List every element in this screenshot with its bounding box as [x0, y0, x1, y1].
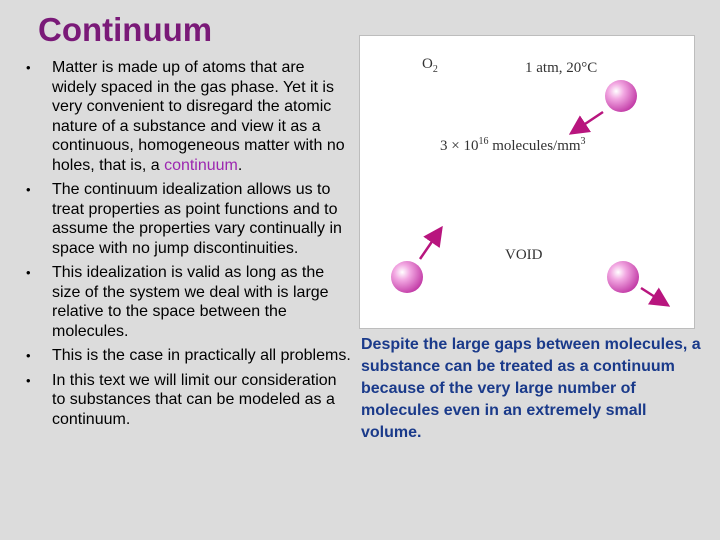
bullet-item — [26, 58, 351, 175]
gas-label: $O_2$ — [422, 56, 438, 75]
molecule-diagram — [360, 36, 696, 330]
conditions-label: 1 atm, 20°C — [525, 60, 598, 76]
bullet-item — [26, 180, 351, 258]
bullet-item — [26, 263, 351, 341]
velocity-arrow-left — [420, 230, 440, 259]
bullet-marker: • — [26, 372, 31, 388]
molecule-bottom-right — [607, 261, 639, 293]
bullet-marker: • — [26, 348, 31, 363]
bullet-marker: • — [26, 265, 31, 280]
emphasis-word: continuum — [164, 156, 238, 174]
bullet-item — [26, 371, 351, 430]
density-label: $3 \times 10^{16}$ molecules/$mm^3$ — [440, 136, 586, 154]
molecule-figure — [359, 35, 695, 329]
bullet-text: This idealization is valid as long as the size of the system we deal with is large relative to the space between the molecules. — [52, 264, 329, 340]
bullet-text: The continuum idealization allows us to treat properties as point functions and to assume the properties vary continually in space with no jump discontinuities. — [52, 181, 342, 257]
bullet-item — [26, 346, 351, 366]
bullet-marker: • — [26, 182, 31, 197]
bullet-text: In this text we will limit our consideration to substances that can be modeled as a continuum. — [52, 371, 337, 428]
bullet-list — [26, 58, 351, 434]
bullet-marker: • — [26, 60, 31, 75]
velocity-arrow-top — [573, 112, 603, 132]
bullet-text: Matter is made up of atoms that are widely spaced in the gas phase. Yet it is very convenient to disregard the atomic nature of a substance and view it as a continuous, homogeneous matter with no holes, that is, a — [52, 59, 345, 174]
figure-caption: Despite the large gaps between molecules, a substance can be treated as a continuum because of the very large number of molecules even in an extremely small volume. — [361, 336, 701, 441]
slide-title: Continuum — [38, 11, 213, 48]
bullet-tail: . — [237, 156, 243, 174]
molecule-top-right — [605, 80, 637, 112]
velocity-arrow-right — [641, 288, 666, 304]
void-label: VOID — [505, 247, 543, 263]
molecule-bottom-left — [391, 261, 423, 293]
bullet-text: This is the case in practically all problems. — [52, 347, 351, 364]
